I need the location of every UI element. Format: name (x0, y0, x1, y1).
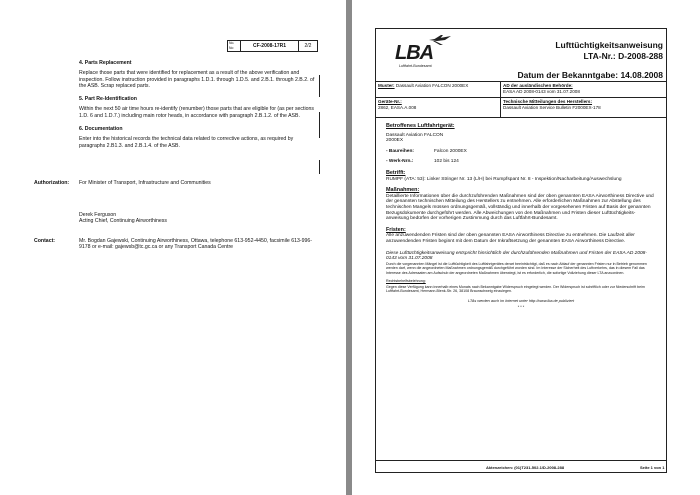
baureihen-value: Falcon 2000EX (434, 148, 467, 154)
divider (500, 81, 501, 117)
baureihen-row (386, 149, 656, 155)
betrifft-title: Betrifft: (386, 169, 406, 176)
divider (375, 460, 667, 461)
internet-note: LTAs werden auch im Internet unter http://www.lba.de publiziert (467, 299, 574, 304)
footer-reference: Aktenzeichen: (01)T231-502.1/D-2008-288 (486, 465, 565, 470)
tech-label: Technische Mitteilungen des Herstellers: (503, 99, 593, 104)
werk-row (386, 159, 656, 165)
signer-name: Derek Ferguson (79, 212, 117, 218)
end-marker: * * * (517, 304, 525, 309)
massnahmen-title: Maßnahmen: (386, 187, 420, 194)
geraete-cell (378, 99, 496, 110)
baureihen-label: - Baureihen: (386, 148, 414, 154)
ref-page: 2/2 (304, 43, 312, 49)
section-6-text: Enter into the historical records the technical data related to corrective actions, as required by paragraphs 2.B1.3. and 2.B.1.4. of the ASB. (79, 136, 294, 149)
revision-bar (319, 160, 320, 174)
footer-page: Seite 1 von 1 (640, 465, 665, 470)
werk-label: - Werk-Nrn.: (386, 159, 414, 165)
publication-date: Datum der Bekanntgabe: 14.08.2008 (517, 70, 663, 80)
geraete-label: Geräte-Nr.: (378, 99, 402, 104)
section-6-title: 6. Documentation (79, 126, 123, 133)
signer-block (79, 212, 319, 225)
section-4-text: Replace those parts that were identified for replacement as a result of the above verification and inspection. Follow instruction provided in paragraphs 1.D.1. through 1.D.5. and 2.B.1. through 2.B.2. of the ASB. Scrap replaced parts. (79, 70, 315, 89)
section-5-text: Within the next 50 air time hours re-identify (renumber) those parts that are eligible for (as per sections 1.D. 6 and 1.D.7.) including main rotor heads, in accordance with paragraph 2.B.1.2. of the ASB. (79, 106, 314, 119)
tech-value: Dassault Aviation Service Bulletin F2000EX-178 (503, 104, 601, 110)
rechts-text: Gegen diese Verfügung kann innerhalb eines Monats nach Bekanntgabe Widerspruch eingelegt werden. Der Widerspruch ist schriftlich oder zur Niederschrift beim Luftfahrt-Bundesamt, Hermann-Blenk-Str. 26, 38108 Braunschweig einzulegen. (386, 284, 645, 293)
rechts-title: Rechtsbehelfsbelehrung: (386, 278, 426, 283)
fristen-text: Alle anzuwendenden Fristen sind der oben genannten EASA Airworthiness Directive zu entnehmen. Die Laufzeit aller anzuwendenden Fristen beginnt mit dem Datum der Inkraftsetzung der genannten EASA Airworthiness Directive. (386, 233, 635, 244)
muster-value: Dassault Aviation FALCON 2000EX (395, 83, 469, 88)
muster-cell (378, 83, 496, 89)
lba-logo (393, 34, 453, 70)
muster-label: Muster: (378, 83, 395, 88)
betroffen-title: Betroffenes Luftfahrtgerät: (386, 123, 455, 129)
betroffen-text: Dassault Aviation FALCON 2000EX (386, 132, 444, 144)
contact-text: Mr. Bogdan Gajewski, Continuing Airworthiness, Ottawa, telephone 613-952-4450, facsimile 613-996-9178 or e-mail: gajewsb@tc.gc.ca or any Transport Canada Centre (79, 238, 312, 251)
legal-note: Durch die vorgenannten Mängel ist die Lufttüchtigkeit des Luftfahrtgerätes derart beeinträchtigt, daß es nach Ablauf der genannten Fristen nur in Betrieb genommen werden darf, wenn die angeordneten Maßnahmen ordnungsgemäß durchgeführt worden sind. Im Interesse der Sicherheit des Luftverkehrs, das in diesem Fall das Interesse des Adressaten am Aufschub der angeordneten Maßnahmen überwiegt, ist es erforderlich, die sofortige Vollziehung dieser LTA anzuordnen. (386, 261, 647, 275)
italic-note: Diese Lufttüchtigkeitsanweisung entspricht hinsichtlich der durchzuführenden Maßnahmen und Fristen der EASA AD 2008-0143 vom 31.07.2008 (386, 250, 647, 262)
ad-value: EASA AD 2008-0143 vom 31.07.2008 (503, 88, 580, 94)
section-4-title: 4. Parts Replacement (79, 60, 132, 66)
revision-bar (319, 75, 320, 97)
fristen-title: Fristen: (386, 226, 406, 233)
geraete-value: 2862, EASA.A.008 (378, 104, 417, 110)
document-title: Lufttüchtigkeitsanweisung (555, 40, 663, 50)
betrifft-text: RUMPF (ATA: 53): Linker Stringer Nr. 13 (L/H) bei Rumpfspant Nr. 8 - Inspektion/Nacharbeitung/Auswechslung (386, 176, 622, 182)
ad-cell (503, 83, 663, 94)
tech-cell (503, 99, 663, 110)
divider (375, 81, 667, 82)
massnahmen-text: Detaillierte Informationen über die durchzuführenden Maßnahmen sind der oben genannten EASA Airworthiness Directive und der genannten technischen Mitteilung des Herstellers zu entnehmen. Alle erforderlichen Maßnahmen zur Abstellung des technischen Mangels müssen ordnungsgemäß, vollständig und innerhalb der vorgesehenen Fristen auf Basis der genannten Bezugsdokumente durchgeführt werden. Alle Abweichungen von den Maßnahmen und Fristen dieser Lufttüchtigkeits-anweisung bedürfen der vorherigen Zustimmung durch das Luftfahrt-Bundesamt. (386, 193, 654, 222)
contact-label: Contact: (34, 238, 56, 244)
lta-number: LTA-Nr.: D-2008-288 (583, 51, 663, 61)
signer-title: Acting Chief, Continuing Airworthiness (79, 218, 167, 225)
werk-value: 102 bis 124 (434, 159, 459, 165)
authorization-label: Authorization: (34, 180, 70, 186)
revision-bar (319, 112, 320, 138)
authorization-text: For Minister of Transport, Infrastructure and Communities (79, 180, 211, 186)
ref-no-label: No. No (228, 41, 241, 51)
ad-label: AD der ausländischen Behörde: (503, 83, 573, 88)
divider (375, 117, 667, 118)
right-body (386, 124, 656, 311)
logo-text: LBA (395, 42, 434, 64)
divider (375, 97, 667, 98)
reference-box (227, 40, 318, 52)
left-body (79, 60, 319, 156)
ref-number: CF-2008-17R1 (241, 41, 299, 51)
logo-subtitle: Luftfahrt-Bundesamt (399, 64, 432, 68)
section-5-title: 5. Part Re-Identification (79, 96, 137, 103)
